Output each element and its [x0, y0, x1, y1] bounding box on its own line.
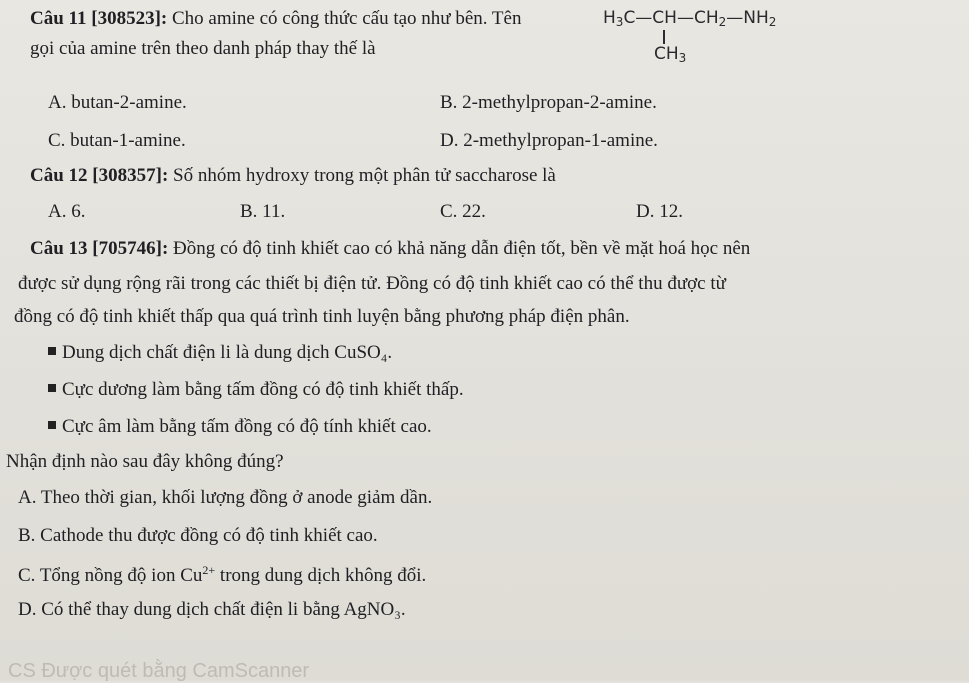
q13-option-d[interactable]: D. Có thể thay dung dịch chất điện li bằng AgNO₃.	[18, 599, 406, 620]
q12-option-b[interactable]: B. 11.	[240, 201, 286, 222]
q13-option-c[interactable]: C. Tổng nồng độ ion $Cu^{2+}$ trong dung dịch không đổi.	[18, 563, 427, 586]
scanner-watermark: CS Được quét bằng CamScanner	[8, 660, 310, 682]
bullet-item: Dung dịch chất điện li là dung dịch CuSO₄.	[48, 342, 392, 364]
q11-option-a[interactable]: A. butan-2-amine.	[48, 92, 187, 113]
q13-option-a[interactable]: A. Theo thời gian, khối lượng đồng ở anode giảm dần.	[18, 487, 433, 508]
q11-option-c[interactable]: C. butan-1-amine.	[48, 130, 186, 151]
q13-option-b[interactable]: B. Cathode thu được đồng có độ tinh khiết cao.	[18, 525, 378, 546]
q12-label: Câu 12 [308357]:	[30, 165, 169, 186]
structural-formula: $H_3C—CH—CH_2—NH_2$	[603, 8, 777, 29]
q12-option-d[interactable]: D. 12.	[636, 201, 683, 222]
q11-option-b[interactable]: B. 2-methylpropan-2-amine.	[440, 92, 657, 113]
bullet-icon	[48, 421, 56, 429]
q11-label: Câu 11 [308523]:	[30, 8, 168, 29]
q13-question: Nhận định nào sau đây không đúng?	[6, 451, 284, 472]
formula-branch: $CH_3$	[654, 44, 687, 65]
formula-branch-bond	[663, 30, 665, 44]
q13-para-line2: được sử dụng rộng rãi trong các thiết bị điện tử. Đồng có độ tinh khiết cao có thể thu được từ	[18, 273, 726, 294]
q11-text-line1: Cho amine có công thức cấu tạo như bên. Tên	[171, 8, 522, 29]
q13-para-line3: đồng có độ tinh khiết thấp qua quá trình tinh luyện bằng phương pháp điện phân.	[14, 306, 630, 327]
q12-option-a[interactable]: A. 6.	[48, 201, 86, 222]
q11-option-d[interactable]: D. 2-methylpropan-1-amine.	[440, 130, 658, 151]
q11-text-line2: gọi của amine trên theo danh pháp thay thế là	[30, 38, 376, 59]
bullet-icon	[48, 347, 56, 355]
q11-header	[30, 8, 521, 30]
q12-option-c[interactable]: C. 22.	[440, 201, 486, 222]
bullet-icon	[48, 384, 56, 392]
q12-text: Số nhóm hydroxy trong một phân tử saccharose là	[173, 165, 556, 186]
q13-header	[30, 238, 750, 260]
bullet-item: Cực dương làm bằng tấm đồng có độ tinh khiết thấp.	[48, 379, 464, 401]
q12-header	[30, 165, 556, 187]
q13-label: Câu 13 [705746]:	[30, 238, 169, 259]
q13-para-line1: Đồng có độ tinh khiết cao có khả năng dẫn điện tốt, bền về mặt hoá học nên	[173, 238, 751, 259]
bullet-item: Cực âm làm bằng tấm đồng có độ tính khiết cao.	[48, 416, 432, 438]
